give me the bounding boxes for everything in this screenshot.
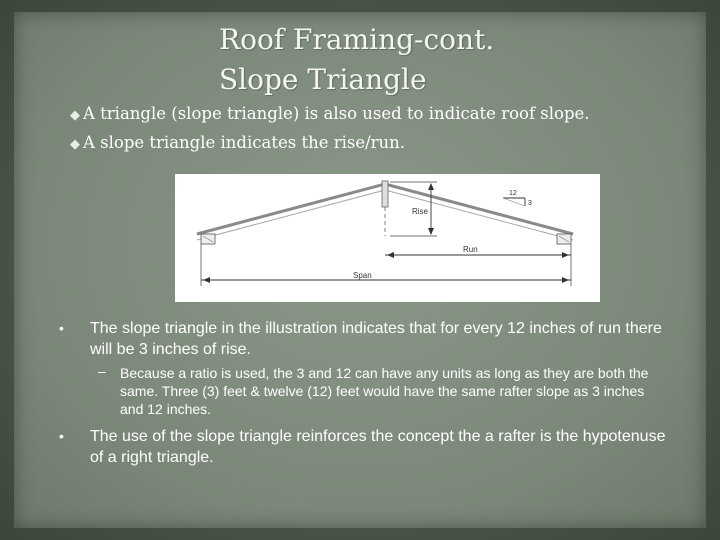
point-1-marker: • bbox=[59, 320, 64, 336]
left-rafter bbox=[197, 184, 385, 234]
point-2-text: The use of the slope triangle reinforces the concept the a rafter is the hypotenuse of a right triangle. bbox=[90, 428, 666, 466]
title-line-2: Slope Triangle bbox=[219, 63, 427, 96]
title-line-1: Roof Framing-cont. bbox=[219, 23, 495, 56]
span-label: Span bbox=[353, 271, 372, 280]
roof-framing-illustration bbox=[175, 174, 600, 302]
subpoint-text: Because a ratio is used, the 3 and 12 can have any units as long as they are both the same. Three (3) feet & twelve (12) feet would have the same rafter slope as 3 inches and 12 inches. bbox=[120, 365, 649, 417]
bullet-2 bbox=[70, 133, 405, 152]
slope-rise-label: 3 bbox=[528, 200, 532, 207]
bullet-1-text: A triangle (slope triangle) is also used to indicate roof slope. bbox=[83, 104, 590, 123]
bullet-1 bbox=[70, 104, 590, 123]
run-label: Run bbox=[463, 245, 478, 254]
point-2-marker: • bbox=[59, 428, 64, 444]
ridge-board bbox=[382, 181, 388, 207]
bullet-2-text: A slope triangle indicates the rise/run. bbox=[83, 133, 406, 152]
bullet-marker-icon: ◆ bbox=[70, 108, 80, 123]
slope-run-label: 12 bbox=[509, 190, 517, 197]
bullet-marker-icon: ◆ bbox=[70, 137, 80, 152]
point-1-text: The slope triangle in the illustration indicates that for every 12 inches of run there will be 3 inches of rise. bbox=[90, 320, 662, 358]
rise-label: Rise bbox=[412, 207, 429, 216]
subpoint-marker: – bbox=[98, 363, 106, 379]
slide-title bbox=[219, 20, 494, 100]
